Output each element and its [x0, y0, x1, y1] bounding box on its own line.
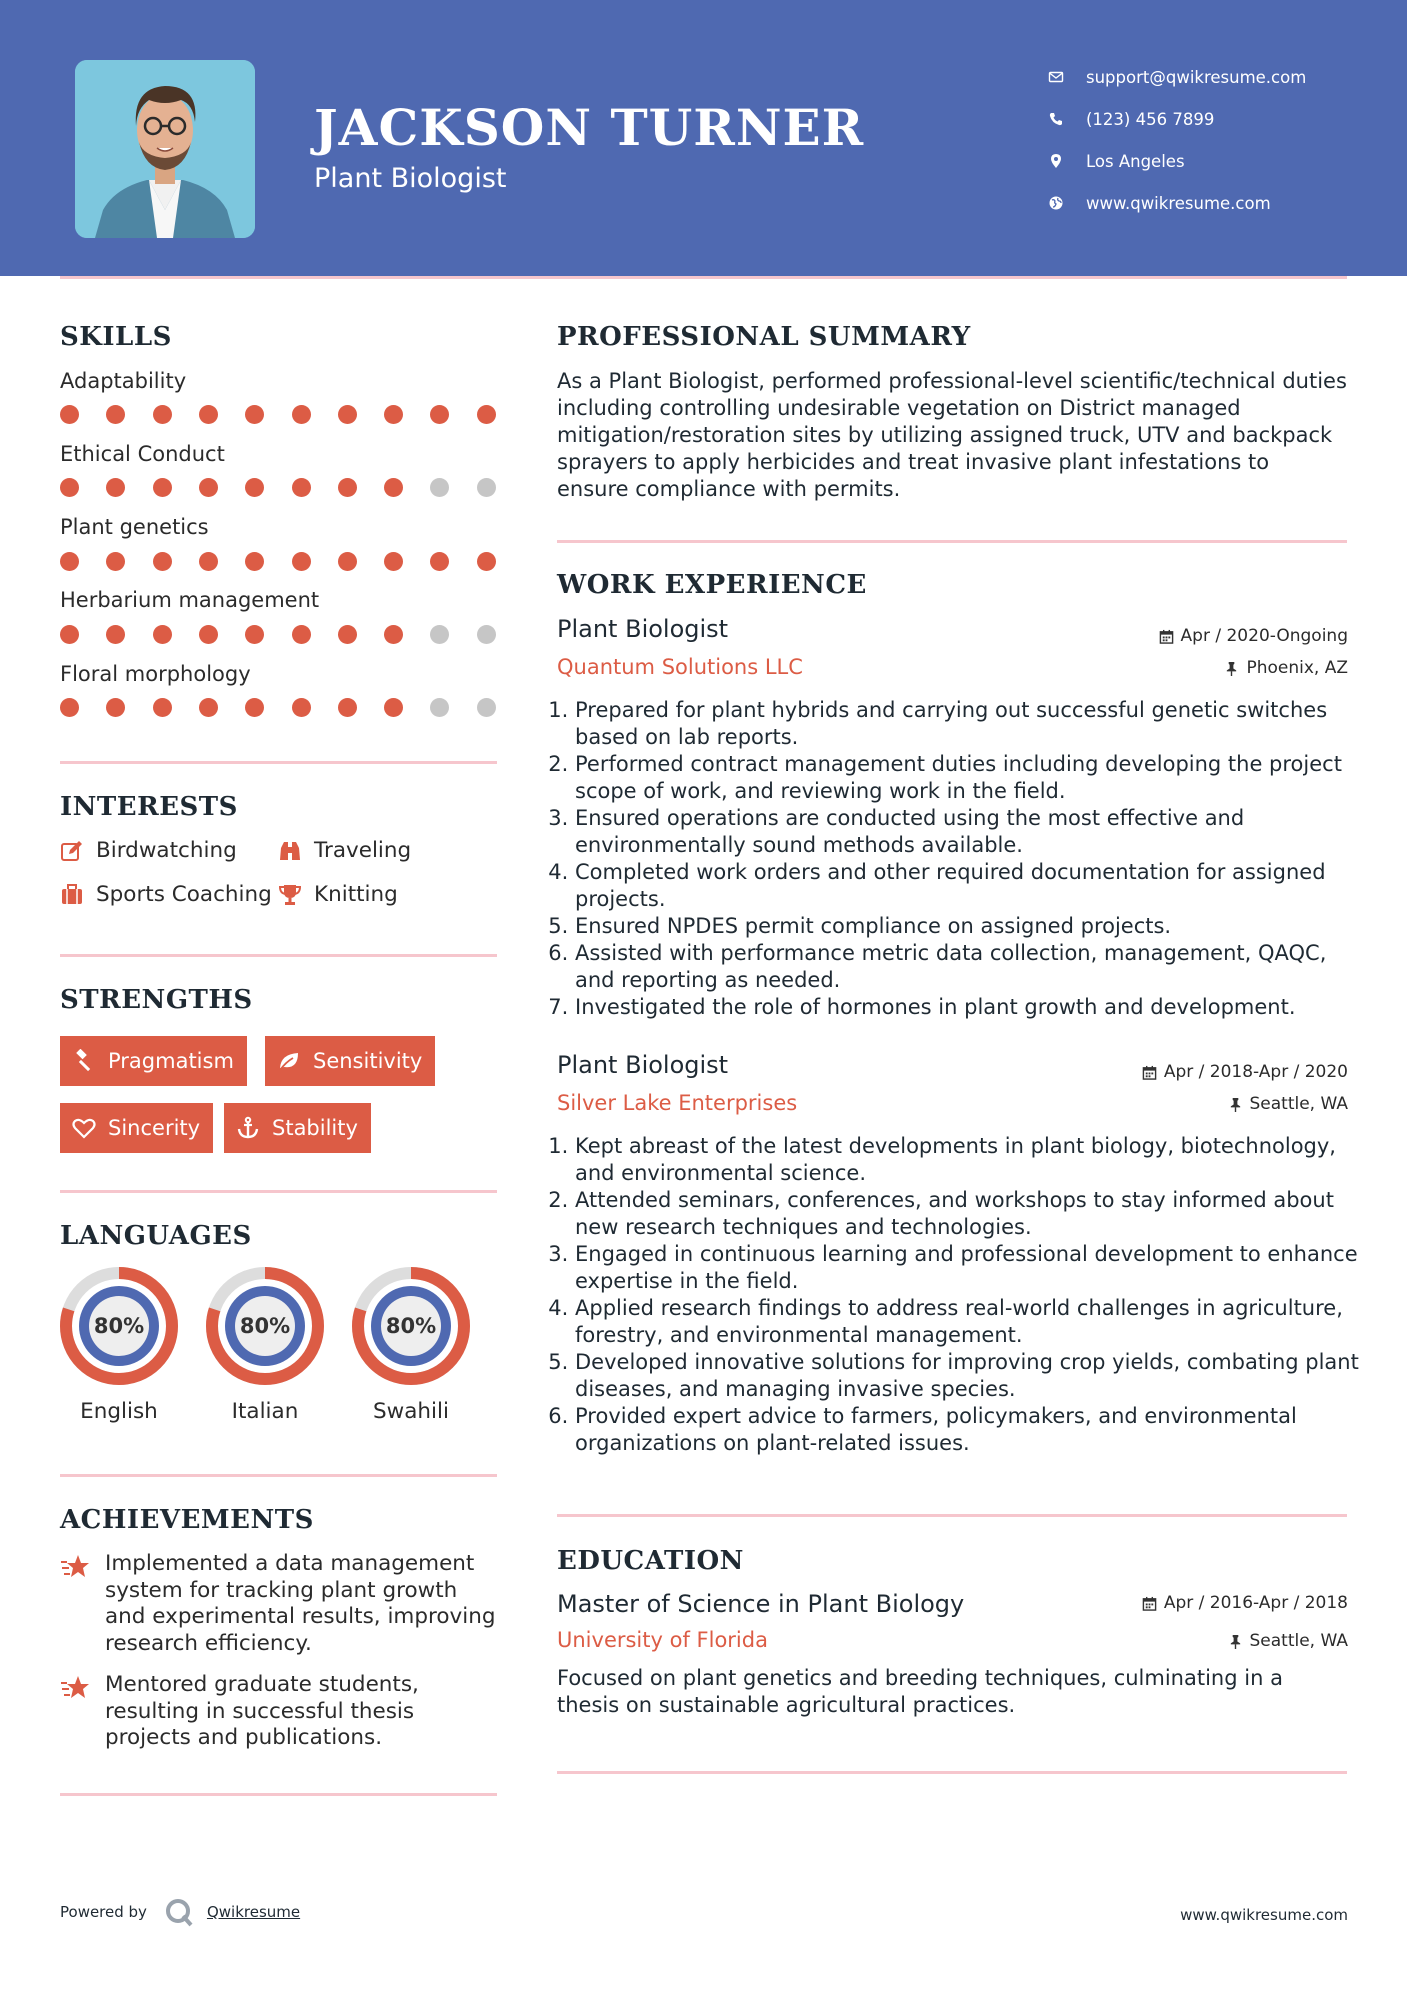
- language-gauge: [350, 1265, 472, 1387]
- skill-dot-filled: [384, 405, 403, 424]
- duty-item: 5. Ensured NPDES permit compliance on assigned projects.: [575, 913, 1365, 940]
- skill-dot-filled: [245, 405, 264, 424]
- education-dates-text: Apr / 2016-Apr / 2018: [1163, 1593, 1348, 1613]
- language-gauge: [58, 1265, 180, 1387]
- strength-label: Sincerity: [108, 1116, 201, 1140]
- skill-dot-filled: [199, 478, 218, 497]
- contact-email[interactable]: [1048, 56, 1378, 98]
- star-icon: [60, 1673, 90, 1703]
- skill-dot-filled: [199, 405, 218, 424]
- skill-rating: [60, 405, 500, 425]
- education-text: Focused on plant genetics and breeding techniques, culminating in a thesis on sustainable agricultural practices.: [557, 1666, 1283, 1717]
- language-name: Italian: [231, 1399, 299, 1424]
- contact-website[interactable]: [1048, 182, 1378, 224]
- duty-item: 6. Provided expert advice to farmers, policymakers, and environmental organizations on plant-related issues.: [575, 1403, 1365, 1457]
- skill-dot-filled: [153, 478, 172, 497]
- calendar-icon: [1159, 629, 1174, 644]
- star-icon: [60, 1552, 90, 1582]
- contact-location-text: Los Angeles: [1086, 151, 1185, 171]
- job-duties: [557, 1133, 1365, 1457]
- skill-dot-filled: [384, 625, 403, 644]
- language-name: Swahili: [373, 1399, 449, 1424]
- achievement-item: [60, 1672, 500, 1752]
- language-item: [350, 1265, 472, 1424]
- skill-dot-filled: [292, 478, 311, 497]
- skill-dot-filled: [60, 552, 79, 571]
- footer-powered-by: [60, 1896, 300, 1928]
- education-dates: [1142, 1593, 1348, 1613]
- skill-dot-filled: [477, 405, 496, 424]
- job-duties: [557, 697, 1365, 1021]
- skill-dot-filled: [292, 552, 311, 571]
- contact-phone-text: (123) 456 7899: [1086, 109, 1215, 129]
- contact-location: [1048, 140, 1378, 182]
- skill-dot-filled: [60, 405, 79, 424]
- contact-list: [1048, 56, 1378, 224]
- language-percent: 80%: [239, 1314, 291, 1338]
- candidate-name: JACKSON TURNER: [314, 98, 865, 157]
- skill-rating: [60, 698, 500, 718]
- strength-tag: [265, 1036, 435, 1086]
- skill-dot-filled: [106, 405, 125, 424]
- languages-heading: LANGUAGES: [60, 1221, 252, 1251]
- resume-header: [0, 0, 1407, 276]
- heart-icon: [72, 1116, 96, 1140]
- contact-email-text: support@qwikresume.com: [1086, 67, 1307, 87]
- degree-title: Master of Science in Plant Biology: [557, 1590, 965, 1618]
- interest-item: [278, 882, 398, 907]
- skill-dot-filled: [153, 552, 172, 571]
- calendar-icon: [1142, 1065, 1157, 1080]
- job-location: [1228, 1094, 1349, 1114]
- trophy-icon: [278, 883, 302, 907]
- duty-item: 1. Prepared for plant hybrids and carrying out successful genetic switches based on lab reports.: [575, 697, 1365, 751]
- job-dates-text: Apr / 2018-Apr / 2020: [1163, 1062, 1348, 1082]
- skill-dot-filled: [338, 478, 357, 497]
- skill-dot-filled: [199, 625, 218, 644]
- interest-item: [60, 882, 272, 907]
- skill-name: Floral morphology: [60, 662, 251, 686]
- duty-item: 2. Attended seminars, conferences, and workshops to stay informed about new research techniques and technologies.: [575, 1187, 1365, 1241]
- pin-icon: [1228, 1097, 1243, 1112]
- duty-item: 5. Developed innovative solutions for improving crop yields, combating plant diseases, and managing invasive species.: [575, 1349, 1365, 1403]
- globe-icon: [1048, 195, 1086, 211]
- language-percent: 80%: [93, 1314, 145, 1338]
- phone-icon: [1048, 111, 1086, 127]
- skill-dot-filled: [338, 625, 357, 644]
- skill-dot-filled: [106, 478, 125, 497]
- duty-item: 2. Performed contract management duties including developing the project scope of work, and reviewing work in the field.: [575, 751, 1365, 805]
- interest-label: Sports Coaching: [96, 882, 272, 907]
- skill-dot-filled: [199, 552, 218, 571]
- interest-item: [278, 838, 411, 863]
- skill-name: Adaptability: [60, 369, 187, 393]
- skill-dot-filled: [199, 698, 218, 717]
- skill-dot-empty: [477, 625, 496, 644]
- company-name: Quantum Solutions LLC: [557, 655, 803, 679]
- interest-item: [60, 838, 237, 863]
- skill-dot-filled: [384, 478, 403, 497]
- strength-label: Sensitivity: [313, 1049, 423, 1073]
- strength-label: Pragmatism: [108, 1049, 234, 1073]
- job-dates: [1159, 626, 1348, 646]
- skills-heading: SKILLS: [60, 322, 172, 352]
- education-location-text: Seattle, WA: [1249, 1631, 1348, 1651]
- skill-dot-filled: [338, 698, 357, 717]
- contact-phone[interactable]: [1048, 98, 1378, 140]
- strength-tag: [60, 1036, 247, 1086]
- duty-item: 3. Ensured operations are conducted using the most effective and environmentally sound methods available.: [575, 805, 1365, 859]
- skill-dot-filled: [153, 625, 172, 644]
- skill-dot-filled: [430, 552, 449, 571]
- summary-divider: [557, 540, 1347, 543]
- job-title: Plant Biologist: [557, 615, 729, 643]
- skill-dot-filled: [338, 405, 357, 424]
- binoculars-icon: [278, 839, 302, 863]
- skill-dot-filled: [245, 478, 264, 497]
- powered-by-label: Powered by: [60, 1903, 147, 1921]
- footer-url[interactable]: www.qwikresume.com: [1180, 1906, 1348, 1924]
- pin-icon: [1228, 1634, 1243, 1649]
- school-name: University of Florida: [557, 1628, 768, 1652]
- pin-icon: [1224, 661, 1239, 676]
- skill-rating: [60, 478, 500, 498]
- candidate-title: Plant Biologist: [314, 163, 507, 194]
- strength-tag: [224, 1103, 371, 1153]
- skill-dot-filled: [60, 698, 79, 717]
- skill-dot-filled: [245, 698, 264, 717]
- skill-dot-filled: [477, 552, 496, 571]
- skill-dot-filled: [384, 552, 403, 571]
- languages-divider: [60, 1474, 497, 1477]
- skill-rating: [60, 552, 500, 572]
- skill-dot-empty: [430, 625, 449, 644]
- job-title: Plant Biologist: [557, 1051, 729, 1079]
- education-divider: [557, 1771, 1347, 1774]
- language-name: English: [80, 1399, 158, 1424]
- education-location: [1228, 1631, 1349, 1651]
- skill-dot-filled: [245, 625, 264, 644]
- strength-tag: [60, 1103, 213, 1153]
- job-location-text: Seattle, WA: [1249, 1094, 1348, 1114]
- skill-dot-filled: [106, 625, 125, 644]
- experience-divider: [557, 1514, 1347, 1517]
- language-percent: 80%: [385, 1314, 437, 1338]
- interest-label: Traveling: [314, 838, 412, 863]
- calendar-icon: [1142, 1596, 1157, 1611]
- envelope-icon: [1048, 69, 1086, 85]
- interest-label: Knitting: [314, 882, 398, 907]
- achievements-divider: [60, 1793, 497, 1796]
- skill-dot-filled: [292, 698, 311, 717]
- qwikresume-logo-icon: [163, 1896, 195, 1928]
- skill-dot-filled: [292, 405, 311, 424]
- company-name: Silver Lake Enterprises: [557, 1091, 798, 1115]
- skill-dot-filled: [153, 405, 172, 424]
- duty-item: 4. Completed work orders and other required documentation for assigned projects.: [575, 859, 1365, 913]
- strengths-heading: STRENGTHS: [60, 985, 253, 1015]
- language-item: [204, 1265, 326, 1424]
- experience-heading: WORK EXPERIENCE: [557, 570, 867, 600]
- duty-item: 1. Kept abreast of the latest developments in plant biology, biotechnology, and environmental science.: [575, 1133, 1365, 1187]
- skill-name: Plant genetics: [60, 515, 209, 539]
- skill-dot-empty: [430, 478, 449, 497]
- briefcase-icon: [60, 883, 84, 907]
- achievement-text: Mentored graduate students, resulting in successful thesis projects and publications.: [105, 1672, 419, 1750]
- summary-heading: PROFESSIONAL SUMMARY: [557, 322, 971, 352]
- skill-dot-filled: [106, 552, 125, 571]
- profile-photo: [75, 60, 255, 238]
- duty-item: 7. Investigated the role of hormones in plant growth and development.: [575, 994, 1365, 1021]
- achievement-item: [60, 1551, 500, 1657]
- brand-link[interactable]: Qwikresume: [206, 1903, 301, 1921]
- skill-dot-filled: [338, 552, 357, 571]
- skills-divider: [60, 761, 497, 764]
- contact-website-text: www.qwikresume.com: [1086, 193, 1271, 213]
- language-gauge: [204, 1265, 326, 1387]
- leaf-icon: [277, 1049, 301, 1073]
- job-location: [1224, 658, 1348, 678]
- skill-dot-filled: [60, 625, 79, 644]
- skill-dot-empty: [477, 478, 496, 497]
- education-heading: EDUCATION: [557, 1546, 744, 1576]
- header-divider: [60, 276, 1347, 279]
- strength-label: Stability: [272, 1116, 358, 1140]
- anchor-icon: [236, 1116, 260, 1140]
- skill-rating: [60, 625, 500, 645]
- duty-item: 6. Assisted with performance metric data collection, management, QAQC, and reporting as needed.: [575, 940, 1365, 994]
- gavel-icon: [72, 1049, 96, 1073]
- job-dates: [1142, 1062, 1348, 1082]
- skill-dot-filled: [60, 478, 79, 497]
- edit-icon: [60, 839, 84, 863]
- achievement-text: Implemented a data management system for tracking plant growth and experimental results, improving research efficiency.: [105, 1551, 496, 1656]
- skill-dot-filled: [153, 698, 172, 717]
- job-location-text: Phoenix, AZ: [1246, 658, 1348, 678]
- achievements-heading: ACHIEVEMENTS: [60, 1505, 314, 1535]
- skill-name: Herbarium management: [60, 588, 320, 612]
- duty-item: 3. Engaged in continuous learning and professional development to enhance expertise in the field.: [575, 1241, 1365, 1295]
- skill-dot-filled: [430, 405, 449, 424]
- skill-dot-filled: [245, 552, 264, 571]
- interests-divider: [60, 954, 497, 957]
- strengths-divider: [60, 1190, 497, 1193]
- skill-name: Ethical Conduct: [60, 442, 225, 466]
- duty-item: 4. Applied research findings to address real-world challenges in agriculture, forestry, and environmental management.: [575, 1295, 1365, 1349]
- skill-dot-filled: [384, 698, 403, 717]
- map-marker-icon: [1048, 153, 1086, 169]
- skill-dot-empty: [430, 698, 449, 717]
- interest-label: Birdwatching: [96, 838, 237, 863]
- interests-heading: INTERESTS: [60, 792, 238, 822]
- summary-text: As a Plant Biologist, performed professional-level scientific/technical duties including controlling undesirable vegetation on District managed mitigation/restoration sites by utilizing assigned truck, UTV and backpack sprayers to apply herbicides and treat invasive plant infestations to ensure compliance with permits.: [557, 369, 1347, 501]
- skill-dot-empty: [477, 698, 496, 717]
- job-dates-text: Apr / 2020-Ongoing: [1180, 626, 1348, 646]
- skill-dot-filled: [106, 698, 125, 717]
- skill-dot-filled: [292, 625, 311, 644]
- language-item: [58, 1265, 180, 1424]
